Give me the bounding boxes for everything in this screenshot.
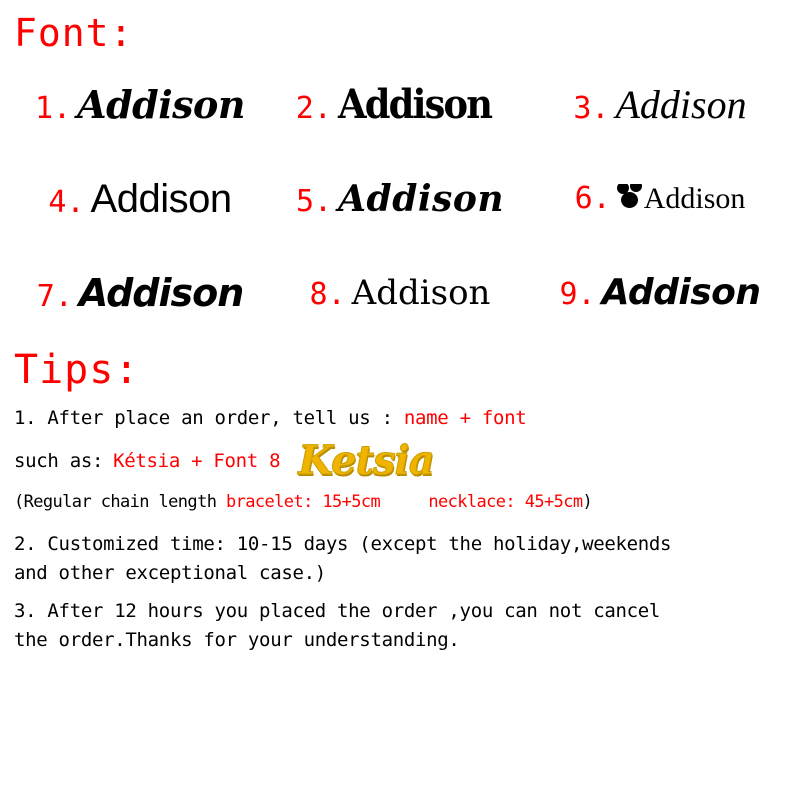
font-option-number: 2.	[295, 91, 332, 125]
font-option-number: 5.	[295, 184, 333, 217]
font-section-heading: Font:	[14, 11, 134, 55]
font-option-sample: Addison	[351, 276, 491, 310]
chain-length-suffix: )	[582, 492, 593, 513]
font-option-number: 1.	[34, 91, 72, 124]
tip-1-highlight: name + font	[403, 407, 527, 429]
font-option-number: 7.	[36, 279, 73, 312]
font-option-sample: Addison	[337, 85, 491, 125]
font-option-number: 3.	[573, 91, 610, 125]
font-option-number: 8.	[309, 277, 346, 310]
font-option-sample: Addison	[643, 184, 746, 214]
font-option-sample: Addison	[78, 274, 244, 312]
font-option-number: 4.	[48, 185, 85, 219]
such-as-value: Kétsia + Font 8	[113, 449, 281, 472]
font-option-sample: Addison	[77, 86, 246, 124]
tips-section-heading: Tips:	[14, 347, 140, 393]
font-option-9[interactable]	[530, 275, 790, 311]
font-option-2[interactable]	[270, 85, 530, 125]
font-option-number: 6.	[574, 184, 611, 214]
tip-1-line-1	[14, 404, 790, 433]
font-option-4[interactable]	[10, 179, 270, 219]
gold-name-preview: Ketsia	[298, 437, 434, 485]
chain-length-note	[14, 489, 790, 515]
font-option-sample: Addison	[601, 275, 761, 311]
font-option-5[interactable]	[270, 181, 530, 217]
font-option-number: 9.	[559, 277, 596, 311]
tips-list	[14, 404, 790, 656]
tip-3-line-2: the order.Thanks for your understanding.	[14, 629, 460, 652]
font-option-sample: Addison	[338, 181, 505, 217]
tip-2-line-2: and other exceptional case.)	[14, 562, 326, 585]
font-option-3[interactable]	[530, 85, 790, 125]
font-sample-grid	[10, 58, 790, 340]
tip-2-line-1: 2. Customized time: 10-15 days (except the holiday,weekends	[14, 532, 672, 555]
chain-length-prefix: (Regular chain length	[14, 492, 217, 513]
mouse-ears-icon	[617, 188, 643, 210]
tip-3-line-1: 3. After 12 hours you placed the order ,you can not cancel	[14, 599, 661, 622]
tip-1-lead-text: 1. After place an order, tell us :	[14, 407, 404, 429]
such-as-label: such as:	[14, 449, 104, 472]
font-option-sample: Addison	[615, 85, 747, 125]
font-option-sample: Addison	[90, 179, 232, 219]
bracelet-length: bracelet: 15+5cm	[225, 492, 381, 513]
font-option-8[interactable]	[270, 276, 530, 310]
necklace-length: necklace: 45+5cm	[428, 492, 583, 513]
font-option-6[interactable]	[530, 184, 790, 214]
font-option-7[interactable]	[10, 274, 270, 312]
tip-1-example-row	[14, 433, 790, 489]
font-option-1[interactable]	[10, 86, 270, 124]
